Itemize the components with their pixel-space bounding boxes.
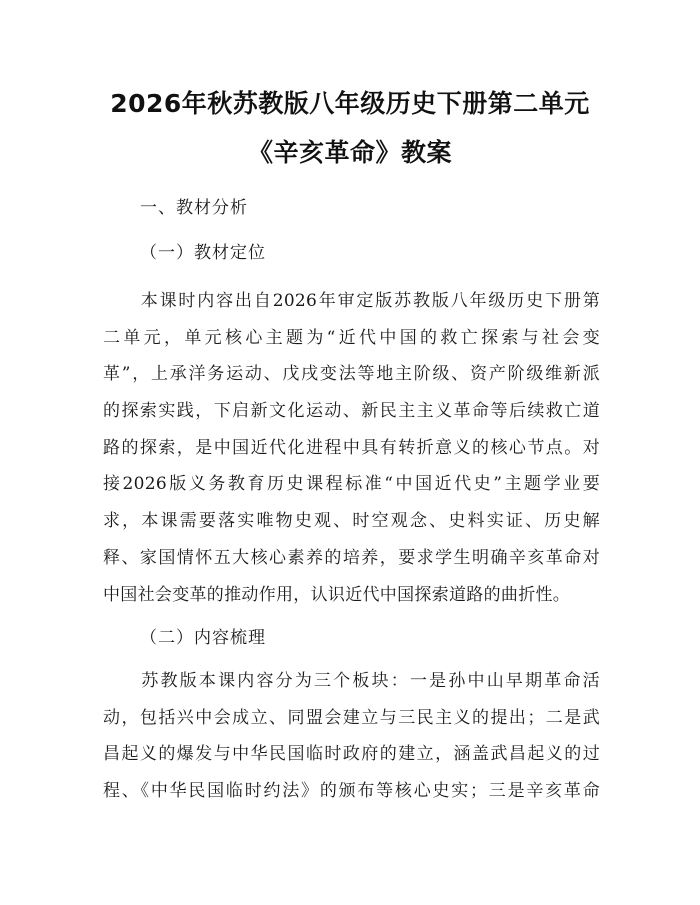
subsection-heading-content-overview: （二）内容梳理 — [140, 628, 266, 648]
paragraph-line: 路的探索，是中国近代化进程中具有转折意义的核心节点。对 — [103, 437, 600, 458]
section-heading-textbook-analysis: 一、教材分析 — [140, 198, 248, 218]
paragraph-line: 程、《中华民国临时约法》的颁布等核心史实；三是辛亥革命 — [103, 781, 600, 802]
paragraph-textbook-positioning — [103, 283, 600, 613]
paragraph-line: 二单元，单元核心主题为“近代中国的救亡探索与社会变 — [103, 327, 600, 348]
subsection-heading-textbook-positioning: （一）教材定位 — [140, 243, 266, 263]
paragraph-line: 昌起义的爆发与中华民国临时政府的建立，涵盖武昌起义的过 — [103, 744, 600, 765]
paragraph-content-overview — [103, 663, 600, 810]
paragraph-line: 苏教版本课内容分为三个板块：一是孙中山早期革命活 — [103, 671, 600, 691]
document-title-line-1: 2026年秋苏教版八年级历史下册第二单元 — [110, 89, 590, 118]
document-title-line-2: 《辛亥革命》教案 — [247, 138, 452, 167]
paragraph-line: 的探索实践，下启新文化运动、新民主主义革命等后续救亡道 — [103, 401, 600, 422]
paragraph-line: 中国社会变革的推动作用，认识近代中国探索道路的曲折性。 — [103, 584, 571, 605]
paragraph-line: 动，包括兴中会成立、同盟会建立与三民主义的提出；二是武 — [103, 707, 600, 728]
paragraph-line: 接2026版义务教育历史课程标准“中国近代史”主题学业要 — [103, 474, 600, 495]
paragraph-line: 革”，上承洋务运动、戊戌变法等地主阶级、资产阶级维新派 — [103, 364, 600, 385]
paragraph-line: 本课时内容出自2026年审定版苏教版八年级历史下册第 — [103, 291, 600, 311]
paragraph-line: 释、家国情怀五大核心素养的培养，要求学生明确辛亥革命对 — [103, 547, 600, 568]
paragraph-line: 求，本课需要落实唯物史观、时空观念、史料实证、历史解 — [103, 511, 600, 532]
